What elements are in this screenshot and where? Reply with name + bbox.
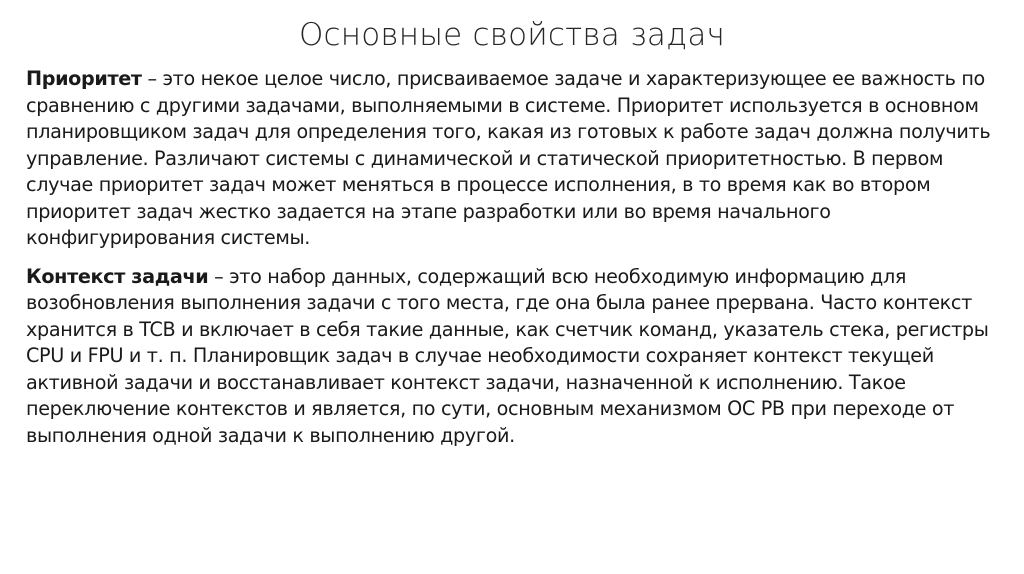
- definition-task-context: – это набор данных, содержащий всю необходимую информацию для возобновления выполнения задачи с того места, где она была ранее прервана. Часто контекст хранится в TCB и включает в себя такие данные, как счетчик команд, указатель стека, регистры CPU и FPU и т. п. Планировщик задач в случае необходимости сохраняет контекст текущей активной задачи и восстанавливает контекст задачи, назначенной к исполнению. Такое переключение контекстов и является, по сути, основным механизмом ОС РВ при переходе от выполнения одной задачи к выполнению другой.: [26, 264, 989, 447]
- term-priority: Приоритет: [26, 67, 142, 90]
- slide-body: [26, 66, 1006, 461]
- slide-title: Основные свойства задач: [298, 17, 726, 53]
- paragraph-priority: [26, 66, 1006, 252]
- term-task-context: Контекст задачи: [26, 264, 209, 288]
- paragraph-task-context: [26, 264, 1006, 450]
- definition-priority: – это некое целое число, присваиваемое задаче и характеризующее ее важность по сравнению с другими задачами, выполняемыми в системе. Приоритет используется в основном планировщиком задач для определения того, какая из готовых к работе задач должна получить управление. Различают системы с динамической и статической приоритетностью. В первом случае приоритет задач может меняться в процессе исполнения, в то время как во втором приоритет задач жестко задается на этапе разработки или во время начального конфигурирования системы.: [26, 67, 991, 249]
